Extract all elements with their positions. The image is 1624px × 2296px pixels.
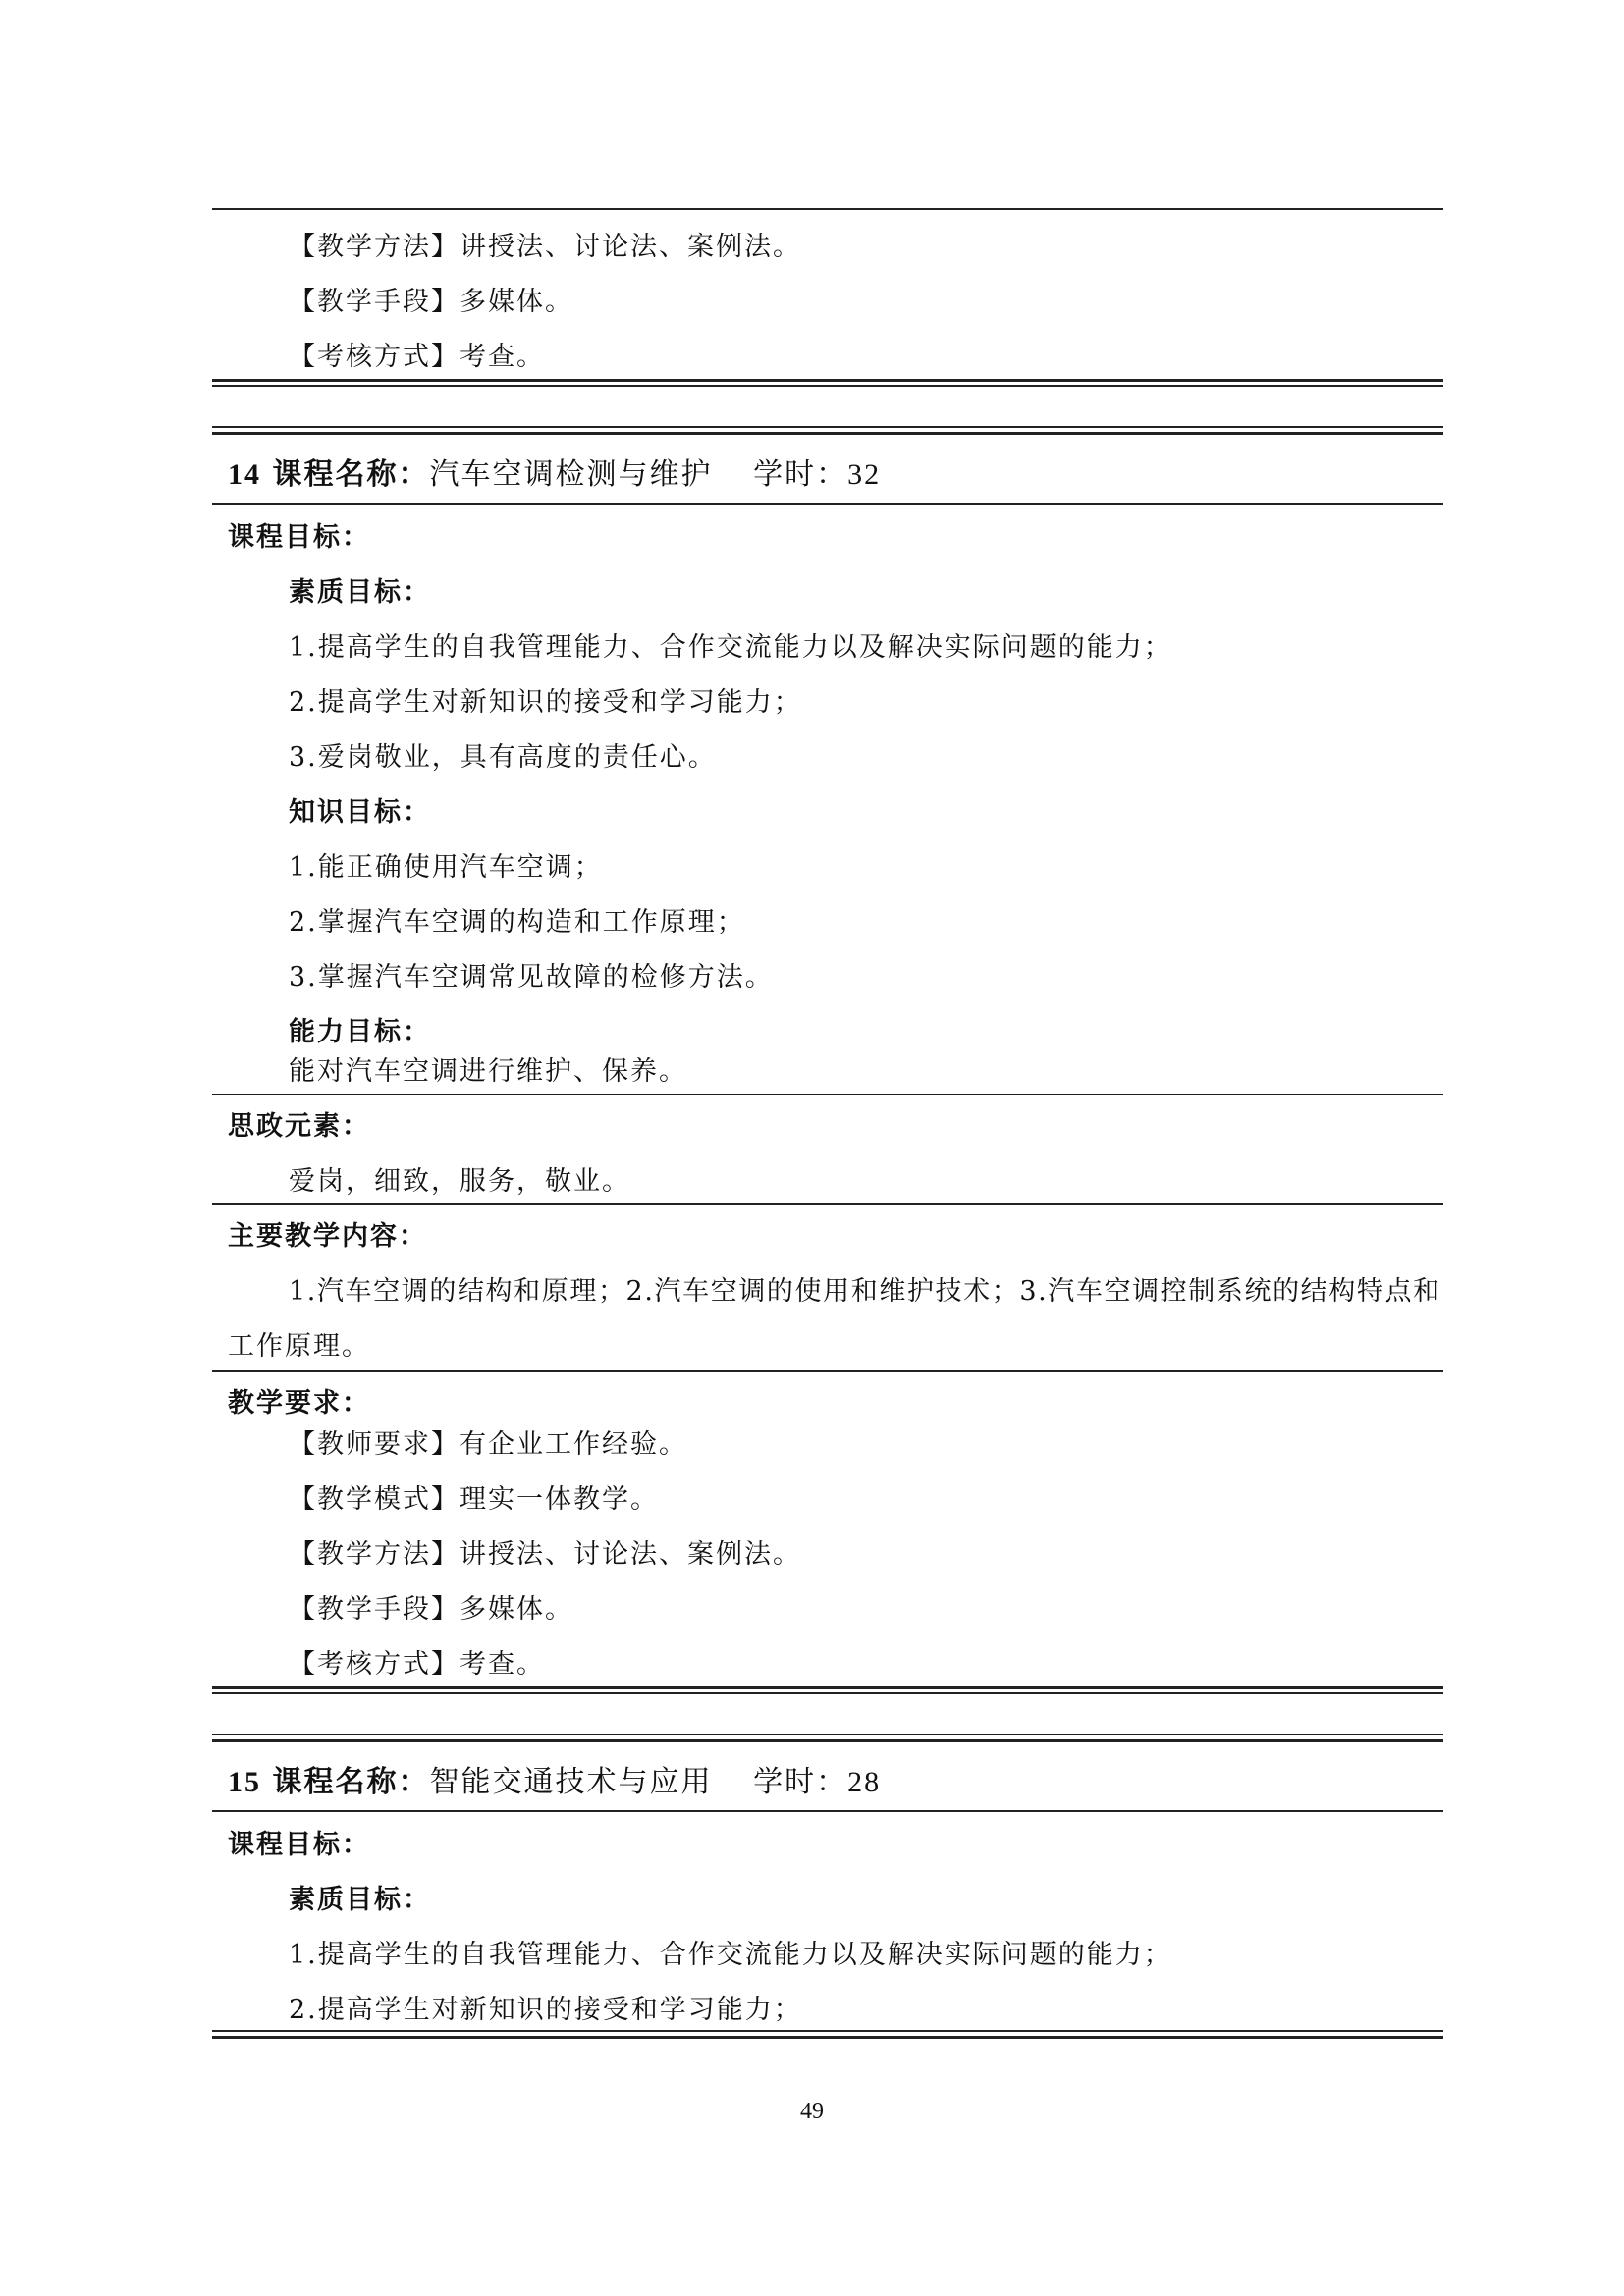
double-rule-top	[212, 379, 1443, 382]
course-goals-label: 课程目标：	[228, 1830, 370, 1860]
page-number: 49	[800, 2099, 824, 2124]
quality-goals-label: 素质目标：	[289, 1885, 431, 1915]
course-hours: 28	[847, 1766, 882, 1798]
knowledge-item: 2.掌握汽车空调的构造和工作原理；	[289, 907, 745, 937]
double-rule-bottom	[212, 1739, 1443, 1742]
course-number: 14	[228, 458, 261, 491]
double-rule-top	[212, 1686, 1443, 1689]
course-hours: 32	[847, 458, 882, 491]
divider	[212, 1370, 1443, 1372]
course-number: 15	[228, 1766, 261, 1798]
assessment-method: 【考核方式】考查。	[289, 342, 545, 372]
content-label: 主要教学内容：	[228, 1221, 427, 1252]
course-hours-label: 学时：	[753, 1765, 848, 1799]
double-rule-top	[212, 1734, 1443, 1735]
quality-item: 3.爱岗敬业，具有高度的责任心。	[289, 742, 717, 773]
course-name: 汽车空调检测与维护	[429, 457, 713, 492]
ability-text: 能对汽车空调进行维护、保养。	[289, 1056, 687, 1087]
double-rule-bottom	[212, 2036, 1443, 2039]
course-14-title	[228, 455, 881, 495]
course-name-label: 课程名称：	[272, 1765, 430, 1799]
requirement-item: 【教学手段】多媒体。	[289, 1594, 573, 1625]
ability-goals-label: 能力目标：	[289, 1017, 431, 1047]
divider	[212, 1203, 1443, 1205]
ideology-text: 爱岗，细致，服务，敬业。	[289, 1166, 630, 1197]
double-rule-bottom	[212, 385, 1443, 387]
content-line: 工作原理。	[228, 1331, 370, 1362]
course-15-title	[228, 1763, 881, 1802]
knowledge-item: 3.掌握汽车空调常见故障的检修方法。	[289, 962, 774, 992]
divider	[212, 208, 1443, 210]
ideology-label: 思政元素：	[228, 1111, 370, 1142]
quality-goals-label: 素质目标：	[289, 577, 431, 608]
knowledge-goals-label: 知识目标：	[289, 797, 431, 828]
double-rule-bottom	[212, 1692, 1443, 1694]
quality-item: 1.提高学生的自我管理能力、合作交流能力以及解决实际问题的能力；	[289, 632, 1172, 663]
double-rule-top	[212, 2030, 1443, 2032]
requirement-item: 【教学方法】讲授法、讨论法、案例法。	[289, 1539, 801, 1570]
knowledge-item: 1.能正确使用汽车空调；	[289, 852, 603, 882]
quality-item: 2.提高学生对新知识的接受和学习能力；	[289, 1995, 802, 2025]
teaching-means: 【教学手段】多媒体。	[289, 287, 573, 317]
double-rule-top	[212, 426, 1443, 428]
requirement-item: 【教学模式】理实一体教学。	[289, 1484, 659, 1515]
quality-item: 1.提高学生的自我管理能力、合作交流能力以及解决实际问题的能力；	[289, 1940, 1172, 1970]
double-rule-bottom	[212, 432, 1443, 435]
divider	[212, 1094, 1443, 1095]
quality-item: 2.提高学生对新知识的接受和学习能力；	[289, 687, 802, 718]
course-name: 智能交通技术与应用	[429, 1765, 713, 1799]
requirement-item: 【教师要求】有企业工作经验。	[289, 1429, 687, 1460]
divider	[212, 503, 1443, 505]
teaching-method: 【教学方法】讲授法、讨论法、案例法。	[289, 232, 801, 262]
course-name-label: 课程名称：	[272, 457, 430, 492]
requirements-label: 教学要求：	[228, 1388, 370, 1418]
course-hours-label: 学时：	[753, 457, 848, 492]
course-goals-label: 课程目标：	[228, 522, 370, 553]
requirement-item: 【考核方式】考查。	[289, 1649, 545, 1680]
content-line: 1.汽车空调的结构和原理；2.汽车空调的使用和维护技术；3.汽车空调控制系统的结构特点和	[289, 1276, 1441, 1307]
divider	[212, 1810, 1443, 1812]
